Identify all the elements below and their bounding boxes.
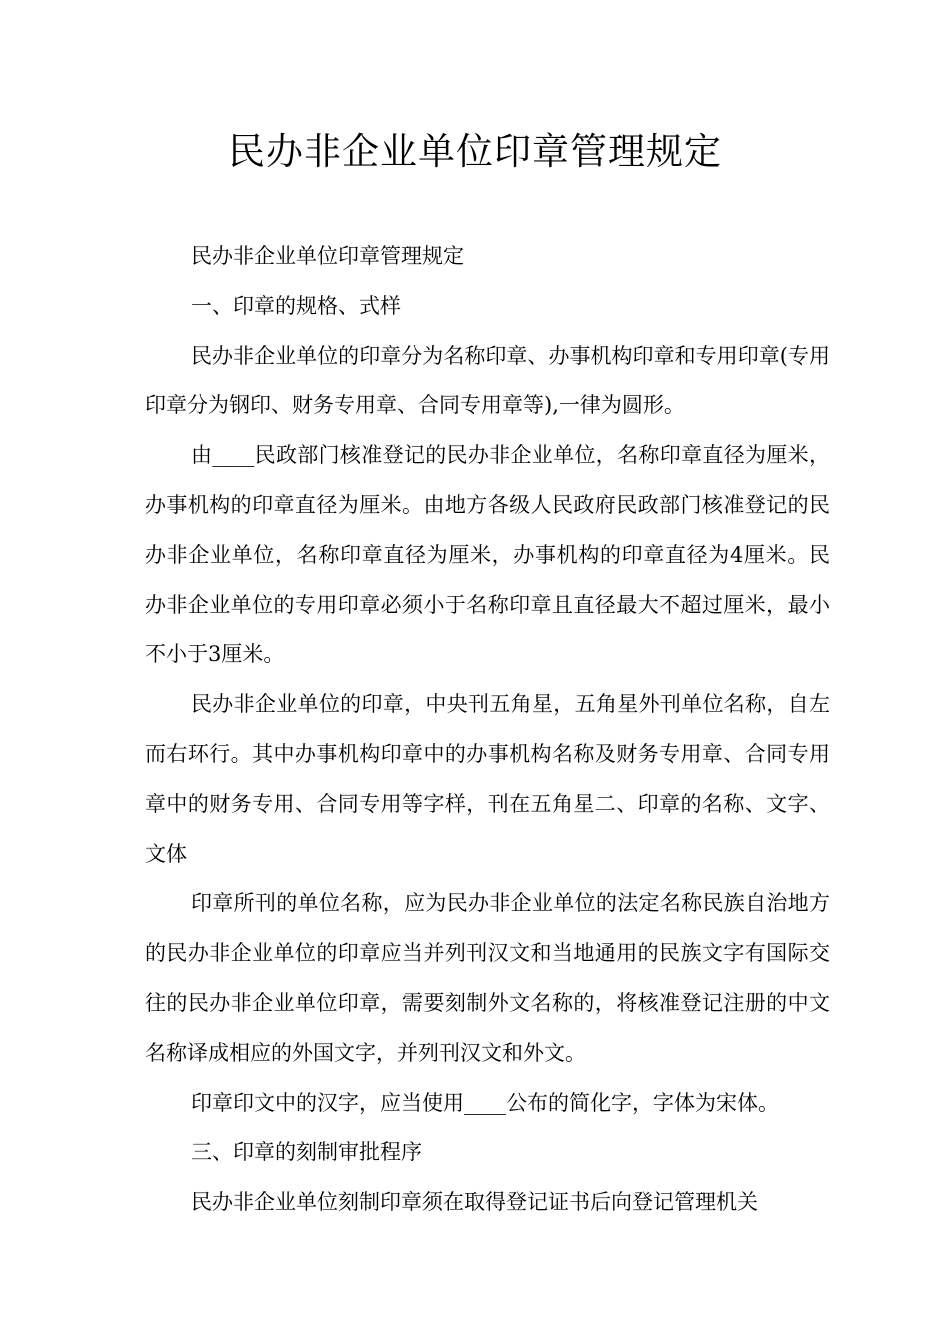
paragraph-subtitle: 民办非企业单位印章管理规定 — [191, 244, 464, 268]
paragraph: 民办非企业单位的印章分为名称印章、办事机构印章和专用印章(专用印章分为钢印、财务专用章、合同专用章等),一律为圆形。 — [145, 343, 830, 418]
paragraph: 印章印文中的汉字，应当使用____公布的简化字，字体为宋体。 — [191, 1090, 779, 1115]
section-heading-1: 一、印章的规格、式样 — [191, 293, 401, 318]
document-title: 民办非企业单位印章管理规定 — [228, 130, 722, 173]
paragraph: 由____民政部门核准登记的民办非企业单位，名称印章直径为厘米，办事机构的印章直径为厘米。由地方各级人民政府民政部门核准登记的民办非企业单位，名称印章直径为厘米，办事机构的印章直径为4厘米。民办非企业单位的专用印章必须小于名称印章且直径最大不超过厘米，最小不小于3厘米。 — [145, 443, 830, 667]
paragraph: 民办非企业单位刻制印章须在取得登记证书后向登记管理机关 — [191, 1190, 758, 1215]
paragraph: 印章所刊的单位名称，应为民办非企业单位的法定名称民族自治地方的民办非企业单位的印章应当并列刊汉文和当地通用的民族文字有国际交往的民办非企业单位印章，需要刻制外文名称的，将核准登记注册的中文名称译成相应的外国文字，并列刊汉文和外文。 — [145, 891, 830, 1065]
document-body — [145, 232, 830, 1228]
section-heading-3: 三、印章的刻制审批程序 — [191, 1140, 422, 1165]
paragraph: 民办非企业单位的印章，中央刊五角星，五角星外刊单位名称，自左而右环行。其中办事机构印章中的办事机构名称及财务专用章、合同专用章中的财务专用、合同专用等字样，刊在五角星二、印章的名称、文字、文体 — [145, 692, 830, 866]
